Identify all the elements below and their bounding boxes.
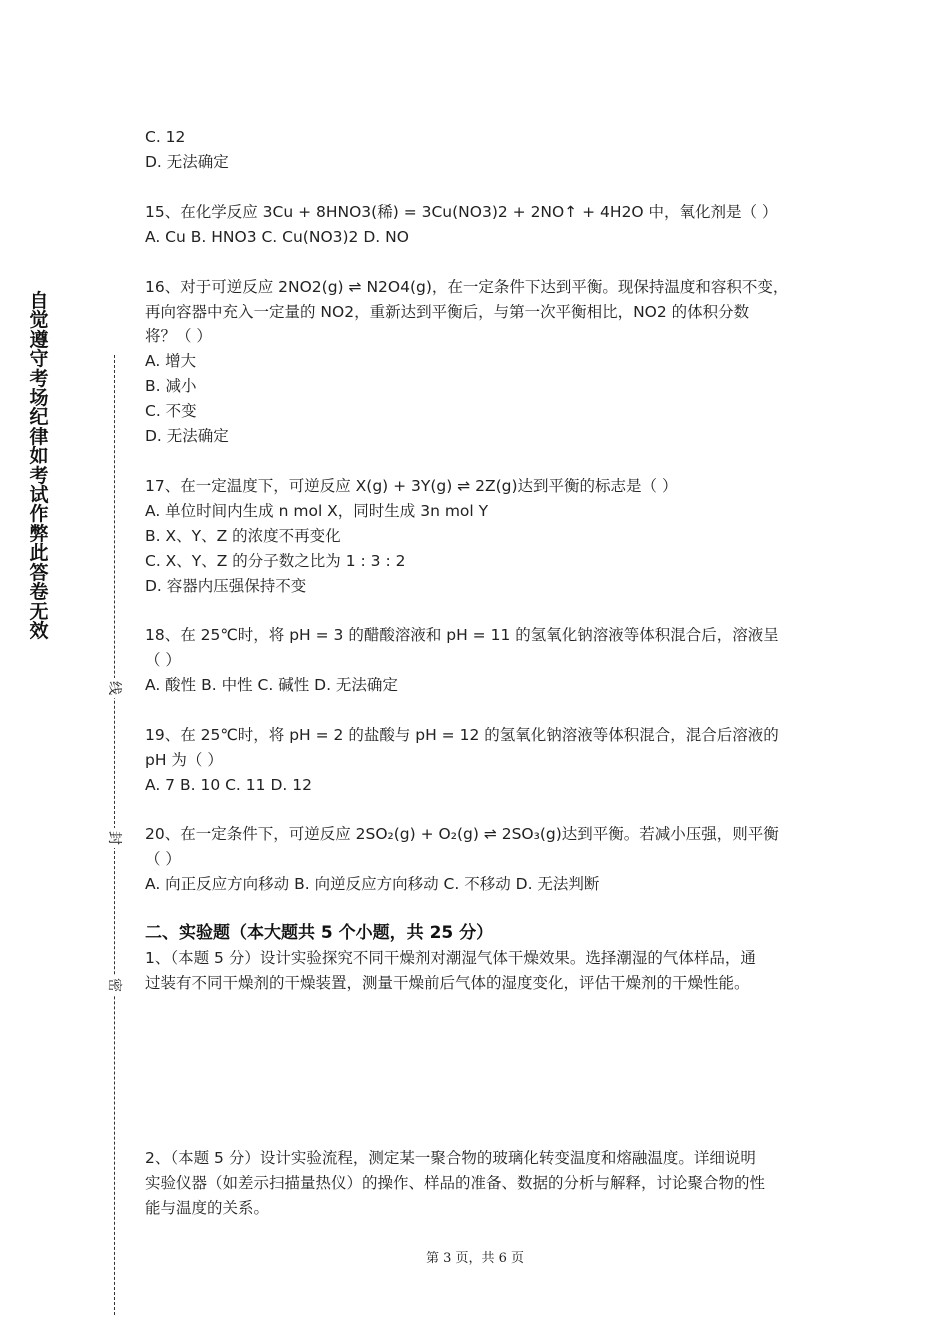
question-line: D. 无法确定 <box>145 427 229 445</box>
question-line: A. 增大 <box>145 352 197 370</box>
question-line: 16、对于可逆反应 2NO2(g) ⇌ N2O4(g)，在一定条件下达到平衡。现保持温度和容积不变， <box>145 278 789 296</box>
question-line: 再向容器中充入一定量的 NO2，重新达到平衡后，与第一次平衡相比，NO2 的体积分数 <box>145 303 750 321</box>
question-text: 能与温度的关系。 <box>145 1199 270 1217</box>
question-line: 18、在 25℃时，将 pH = 3 的醋酸溶液和 pH = 11 的氢氧化钠溶液等体积混合后，溶液呈 <box>145 626 779 644</box>
seal-label-secret: 密 <box>105 975 125 995</box>
question-line: （ ） <box>145 850 181 868</box>
question-line: D. 无法确定 <box>145 153 229 171</box>
question-line: A. 单位时间内生成 n mol X，同时生成 3n mol Y <box>145 502 489 520</box>
question-text: 过装有不同干燥剂的干燥装置，测量干燥前后气体的湿度变化，评估干燥剂的干燥性能。 <box>145 974 750 992</box>
question-line: 20、在一定条件下，可逆反应 2SO₂(g) + O₂(g) ⇌ 2SO₃(g)达到平衡。若减小压强，则平衡 <box>145 825 779 843</box>
seal-label-seal: 封 <box>105 828 125 848</box>
question-text: 实验仪器（如差示扫描量热仪）的操作、样品的准备、数据的分析与解释，讨论聚合物的性 <box>145 1174 766 1192</box>
question-line: C. 不变 <box>145 402 197 420</box>
question-line: A. 7 B. 10 C. 11 D. 12 <box>145 776 312 794</box>
section-title: 二、实验题（本大题共 5 个小题，共 25 分） <box>145 923 494 943</box>
question-line: A. 向正反应方向移动 B. 向逆反应方向移动 C. 不移动 D. 无法判断 <box>145 875 600 893</box>
question-line: C. X、Y、Z 的分子数之比为 1 : 3 : 2 <box>145 552 406 570</box>
exam-discipline-notice: 自觉遵守考场纪律如考试作弊此答卷无效 <box>29 290 49 642</box>
seal-label-line: 线 <box>105 678 125 698</box>
question-line: pH 为（ ） <box>145 751 223 769</box>
question-line: B. X、Y、Z 的浓度不再变化 <box>145 527 341 545</box>
question-line: 将？（ ） <box>145 327 212 345</box>
question-line: A. 酸性 B. 中性 C. 碱性 D. 无法确定 <box>145 676 398 694</box>
question-line: 19、在 25℃时，将 pH = 2 的盐酸与 pH = 12 的氢氧化钠溶液等体积混合，混合后溶液的 <box>145 726 779 744</box>
question-line: （ ） <box>145 651 181 669</box>
question-line: D. 容器内压强保持不变 <box>145 577 307 595</box>
question-text: 1、（本题 5 分）设计实验探究不同干燥剂对潮湿气体干燥效果。选择潮湿的气体样品，通 <box>145 949 756 967</box>
question-line: 15、在化学反应 3Cu + 8HNO3(稀) = 3Cu(NO3)2 + 2NO↑ + 4H2O 中，氧化剂是（ ） <box>145 203 778 221</box>
question-line: B. 减小 <box>145 377 197 395</box>
question-text: 2、（本题 5 分）设计实验流程，测定某一聚合物的玻璃化转变温度和熔融温度。详细说明 <box>145 1149 756 1167</box>
page-number: 第 3 页，共 6 页 <box>425 1251 525 1266</box>
question-line: 17、在一定温度下，可逆反应 X(g) + 3Y(g) ⇌ 2Z(g)达到平衡的标志是（ ） <box>145 477 678 495</box>
question-line: C. 12 <box>145 128 186 146</box>
question-line: A. Cu B. HNO3 C. Cu(NO3)2 D. NO <box>145 228 409 246</box>
